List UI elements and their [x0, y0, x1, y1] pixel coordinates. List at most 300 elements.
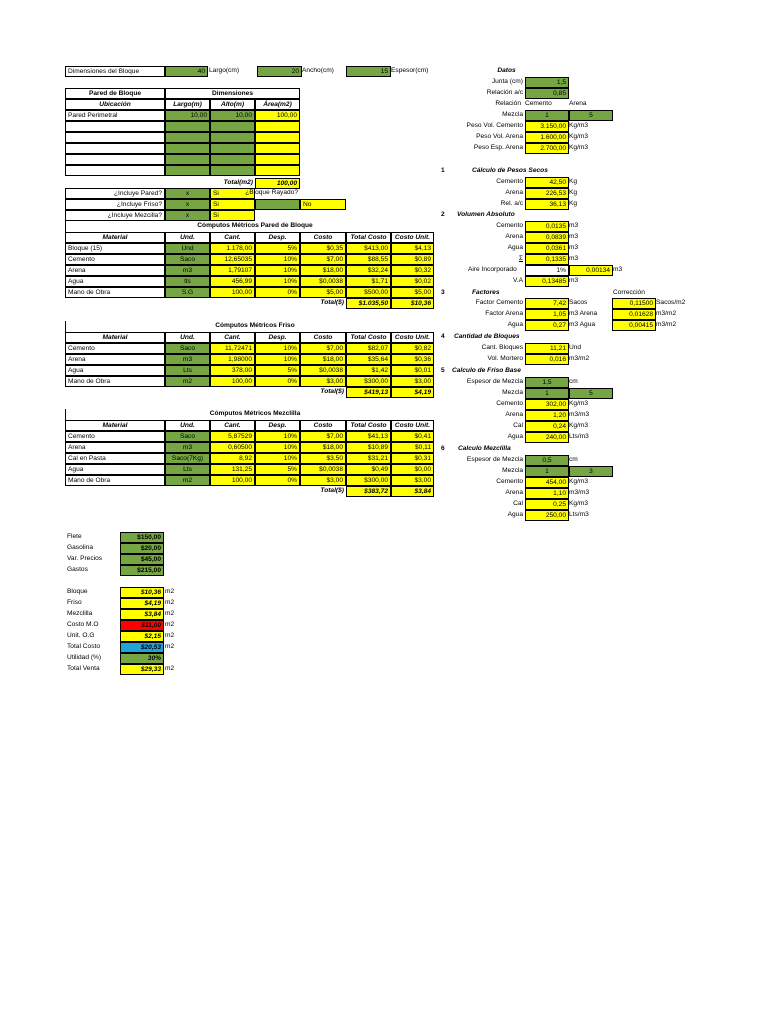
friso-table-cell-cantidad: 378,00	[210, 365, 255, 376]
pared-table-cell-unidad[interactable]: m3	[165, 265, 210, 276]
incluye-pared-label: ¿Incluye Pared?	[65, 188, 165, 199]
incluye-pared-x[interactable]: x	[165, 188, 210, 199]
friso-table-cell-desperdicio[interactable]: 10%	[255, 343, 300, 354]
friso-table-cell-cantidad: 100,00	[210, 376, 255, 387]
friso-table-header-cantidad: Cant.	[210, 332, 255, 343]
section-1-title: Cálculo de Pesos Secos	[472, 167, 548, 174]
dims-ancho[interactable]: 20	[257, 66, 302, 77]
pared-empty-largo[interactable]	[165, 154, 210, 165]
friso-table-cell-material[interactable]: Agua	[65, 365, 165, 376]
mezclilla-table-cell-costo-unit: $0,41	[391, 431, 434, 442]
resumen-unit: m2	[165, 588, 175, 595]
friso-table-total-value: $419,13	[346, 387, 391, 398]
friso-table-cell-cantidad: 1,98000	[210, 354, 255, 365]
pared-empty-alto[interactable]	[210, 121, 255, 132]
mezclilla-table-cell-unidad[interactable]: Saco(7Kg)	[165, 453, 210, 464]
pared-table-title: Cómputos Métricos Pared de Bloque	[197, 222, 313, 229]
pared-row-label[interactable]: Pared Perimetral	[65, 110, 165, 121]
s6-cal-value: 0,25	[525, 499, 569, 510]
friso-table-header-total-costo: Total Costo	[346, 332, 391, 343]
resumen-label: Costo M.O	[67, 621, 99, 628]
s2-arena-unit: m3	[569, 233, 579, 240]
s2-aire-unit: m3	[613, 266, 623, 273]
mezclilla-table-cell-material[interactable]: Mano de Obra	[65, 475, 165, 486]
pared-table-cell-costo-unit: $4,13	[391, 243, 434, 254]
relacion-arena-header: Arena	[569, 100, 587, 107]
pared-empty-area	[255, 143, 300, 154]
resumen-unit: m2	[165, 610, 175, 617]
s5-agua-unit: Lts/m3	[569, 433, 589, 440]
incluye-pared-value[interactable]: Si	[210, 188, 255, 199]
section-5-title: Calculo de Friso Base	[452, 367, 521, 374]
friso-table-cell-total-costo: $82,07	[346, 343, 391, 354]
mezclilla-table-cell-costo[interactable]: $3,00	[300, 475, 346, 486]
friso-table-cell-desperdicio[interactable]: 0%	[255, 376, 300, 387]
s3-fc-label: Factor Cemento	[475, 299, 523, 306]
table-border	[65, 221, 66, 232]
pe-arena-unit: Kg/m3	[569, 144, 589, 151]
s3-fc-correction: 0,11500	[612, 298, 656, 309]
mezclilla-table-header-costo: Costo	[300, 420, 346, 431]
friso-table-cell-costo[interactable]: $3,00	[300, 376, 346, 387]
section-1-number: 1	[441, 167, 445, 174]
friso-table-cell-desperdicio[interactable]: 10%	[255, 354, 300, 365]
pared-table-header-costo: Costo	[300, 232, 346, 243]
mezclilla-table-cell-material[interactable]: Agua	[65, 464, 165, 475]
friso-table-cell-costo-unit: $0,82	[391, 343, 434, 354]
incluye-friso-label: ¿Incluye Friso?	[65, 199, 165, 210]
pared-table-cell-total-costo: $88,55	[346, 254, 391, 265]
pared-table-cell-cantidad: 12,65035	[210, 254, 255, 265]
pared-table-cell-material[interactable]: Cemento	[65, 254, 165, 265]
relacion-ac-value[interactable]: 0,85	[525, 88, 569, 99]
mezclilla-table-title: Cómputos Métricos Mezclilla	[209, 410, 301, 417]
s5-mezcla-cemento[interactable]: 1	[525, 388, 569, 399]
pared-empty-label[interactable]	[65, 165, 165, 176]
mezclilla-table-cell-material[interactable]: Cemento	[65, 431, 165, 442]
friso-table-cell-cantidad: 11,72471	[210, 343, 255, 354]
mezclilla-table-total-unit: $3,84	[391, 486, 434, 497]
s5-espesor-value[interactable]: 1,5	[525, 377, 569, 388]
pe-arena-label: Peso Esp. Arena	[473, 144, 523, 151]
s1-cemento-label: Cemento	[496, 178, 523, 185]
s2-aire-value: 0,00134	[569, 265, 613, 276]
mezclilla-table-cell-costo-unit: $0,00	[391, 464, 434, 475]
pared-table-cell-material[interactable]: Agua	[65, 276, 165, 287]
resumen-value: $20,53	[120, 642, 164, 653]
friso-table-total-label: Total($)	[320, 388, 344, 395]
section-6-title: Calculo Mezclilla	[458, 445, 511, 452]
mezclilla-table-cell-total-costo: $300,00	[346, 475, 391, 486]
s2-arena-label: Arena	[505, 233, 523, 240]
mezclilla-table-cell-cantidad: 8,92	[210, 453, 255, 464]
gastos-value[interactable]: $45,00	[120, 554, 164, 565]
s5-cemento-label: Cemento	[496, 400, 523, 407]
s4-vm-label: Vol. Mortero	[487, 355, 523, 362]
s1-cemento-unit: Kg	[569, 178, 578, 185]
pared-empty-area	[255, 165, 300, 176]
pared-empty-largo[interactable]	[165, 132, 210, 143]
s6-agua-label: Agua	[507, 511, 523, 518]
pared-row-alto[interactable]: 10,00	[210, 110, 255, 121]
s3-fa-unit: m3 Arena	[569, 310, 598, 317]
pared-row-area: 100,00	[255, 110, 300, 121]
s2-cemento-label: Cemento	[496, 222, 523, 229]
pared-table-cell-desperdicio[interactable]: 10%	[255, 265, 300, 276]
pared-empty-area	[255, 121, 300, 132]
s2-cemento-value: 0,0135	[525, 221, 569, 232]
relacion-cemento-header: Cemento	[525, 100, 552, 107]
gastos-value[interactable]: $20,00	[120, 543, 164, 554]
mezclilla-table-cell-desperdicio[interactable]: 10%	[255, 431, 300, 442]
s1-rel-unit: Kg	[569, 200, 578, 207]
s2-arena-value: 0,0839	[525, 232, 569, 243]
pv-arena-value[interactable]: 1.600,00	[525, 132, 569, 143]
pared-table-cell-material[interactable]: Mano de Obra	[65, 287, 165, 298]
friso-table-cell-material[interactable]: Cemento	[65, 343, 165, 354]
mezclilla-table-cell-total-costo: $0,49	[346, 464, 391, 475]
resumen-label: Total Venta	[67, 665, 100, 672]
mezcla-cemento[interactable]: 1	[525, 110, 569, 121]
friso-table-title: Cómputos Métricos Friso	[215, 322, 295, 329]
s5-agua-label: Agua	[507, 433, 523, 440]
resumen-value: $10,36	[120, 587, 164, 598]
resumen-label: Total Costo	[67, 643, 100, 650]
friso-table-cell-desperdicio[interactable]: 5%	[255, 365, 300, 376]
pared-table-cell-costo[interactable]: $5,00	[300, 287, 346, 298]
section-5-number: 5	[441, 367, 445, 374]
pared-empty-area	[255, 154, 300, 165]
pared-table-header-unidad: Und.	[165, 232, 210, 243]
friso-table-cell-costo[interactable]: $18,00	[300, 354, 346, 365]
resumen-value: $2,15	[120, 631, 164, 642]
gastos-label: Var. Precios	[67, 555, 103, 562]
pared-table-cell-desperdicio[interactable]: 0%	[255, 287, 300, 298]
mezclilla-table-header-total-costo: Total Costo	[346, 420, 391, 431]
friso-table-header-unidad: Und.	[165, 332, 210, 343]
pared-empty-label[interactable]	[65, 121, 165, 132]
pared-table-cell-cantidad: 456,99	[210, 276, 255, 287]
mezclilla-table-cell-unidad[interactable]: Saco	[165, 431, 210, 442]
s5-arena-label: Arena	[505, 411, 523, 418]
bloque-rayado-value[interactable]: No	[300, 199, 346, 210]
friso-table-total-unit: $4,19	[391, 387, 434, 398]
s2-agua-label: Agua	[507, 244, 523, 251]
s4-vm-unit: m3/m2	[569, 355, 590, 362]
mezclilla-table-cell-costo-unit: $3,00	[391, 475, 434, 486]
table-border	[65, 409, 66, 420]
friso-table-header-costo-unit: Costo Unit.	[391, 332, 434, 343]
pared-total-label: Total(m2)	[223, 179, 253, 186]
friso-table-cell-costo-unit: $3,00	[391, 376, 434, 387]
resumen-unit: m2	[165, 665, 175, 672]
mezclilla-table-cell-unidad[interactable]: m2	[165, 475, 210, 486]
pared-table-cell-costo[interactable]: $0,0038	[300, 276, 346, 287]
dims-espesor-label: Espesor(cm)	[391, 67, 429, 74]
pared-area-header: Área(m2)	[255, 99, 300, 110]
pared-table-cell-unidad[interactable]: S.G	[165, 287, 210, 298]
friso-table-cell-material[interactable]: Mano de Obra	[65, 376, 165, 387]
pared-table-cell-desperdicio[interactable]: 5%	[255, 243, 300, 254]
s3-fc-correction-unit: Sacos/m2	[656, 299, 686, 306]
pared-table-cell-unidad[interactable]: lts	[165, 276, 210, 287]
resumen-label: Bloque	[67, 588, 88, 595]
pared-table-header-total-costo: Total Costo	[346, 232, 391, 243]
pared-table-header-desperdicio: Desp.	[255, 232, 300, 243]
s3-fc-unit: Sacos	[569, 299, 588, 306]
resumen-unit: m2	[165, 599, 175, 606]
friso-table-cell-costo-unit: $0,36	[391, 354, 434, 365]
mezclilla-table-cell-costo-unit: $0,11	[391, 442, 434, 453]
pv-cemento-unit: Kg/m3	[569, 122, 589, 129]
mezclilla-table-cell-desperdicio[interactable]: 10%	[255, 453, 300, 464]
resumen-unit: m2	[165, 621, 175, 628]
resumen-label: Unit. O.G	[67, 632, 95, 639]
mezclilla-table-cell-unidad[interactable]: m3	[165, 442, 210, 453]
mezclilla-table-cell-costo[interactable]: $0,0038	[300, 464, 346, 475]
s6-mezcla-cemento[interactable]: 1	[525, 466, 569, 477]
s6-cal-label: Cal	[513, 500, 523, 507]
friso-table-cell-total-costo: $1,42	[346, 365, 391, 376]
pared-table-total-value: $1.035,50	[346, 298, 391, 309]
resumen-value: $3,84	[120, 609, 164, 620]
mezclilla-table-header-cantidad: Cant.	[210, 420, 255, 431]
s5-agua-value: 240,00	[525, 432, 569, 443]
section-6-number: 6	[441, 445, 445, 452]
resumen-unit: m2	[165, 643, 175, 650]
s3-agua-label: Agua	[507, 321, 523, 328]
s5-arena-value: 1,20	[525, 410, 569, 421]
resumen-value[interactable]: 30%	[120, 653, 164, 664]
pared-table-cell-total-costo: $413,00	[346, 243, 391, 254]
s2-sum-value: 0,1335	[525, 254, 569, 265]
s1-rel-value: 36,13	[525, 199, 569, 210]
s4-cb-value: 11,21	[525, 343, 569, 354]
s5-mezcla-arena[interactable]: 5	[569, 388, 613, 399]
pared-alto-header: Alto(m)	[210, 99, 255, 110]
pared-table-cell-total-costo: $500,00	[346, 287, 391, 298]
mezclilla-table-total-value: $383,72	[346, 486, 391, 497]
s6-mezcla-arena[interactable]: 3	[569, 466, 613, 477]
junta-value[interactable]: 1,5	[525, 77, 569, 88]
pared-table-cell-costo[interactable]: $18,00	[300, 265, 346, 276]
pared-empty-area	[255, 132, 300, 143]
gastos-label: Gastos	[67, 566, 88, 573]
s2-aire-percent[interactable]: 1%	[525, 265, 569, 276]
pared-table-cell-material[interactable]: Arena	[65, 265, 165, 276]
incluye-mezcla-value[interactable]: Si	[210, 210, 255, 221]
s3-agua-correction: 0,00415	[612, 320, 656, 331]
s5-arena-unit: m3/m3	[569, 411, 590, 418]
s3-fa-value: 1,05	[525, 309, 569, 320]
pared-table-cell-total-costo: $32,24	[346, 265, 391, 276]
s6-cemento-unit: Kg/m3	[569, 478, 589, 485]
pared-table-header-costo-unit: Costo Unit.	[391, 232, 434, 243]
mezclilla-table-cell-costo[interactable]: $3,50	[300, 453, 346, 464]
mezclilla-table-header-desperdicio: Desp.	[255, 420, 300, 431]
pared-empty-largo[interactable]	[165, 121, 210, 132]
pared-table-header-cantidad: Cant.	[210, 232, 255, 243]
s1-arena-value: 226,53	[525, 188, 569, 199]
s2-va-value: 0,13485	[525, 276, 569, 287]
s2-va-unit: m3	[569, 277, 579, 284]
s5-espesor-unit: cm	[569, 378, 578, 385]
dims-largo-label: Largo(cm)	[209, 67, 240, 74]
gastos-label: Gasolina	[67, 544, 94, 551]
junta-label: Junta (cm)	[491, 78, 523, 85]
s5-cal-unit: Kg/m3	[569, 422, 589, 429]
pared-table-cell-costo[interactable]: $0,35	[300, 243, 346, 254]
friso-table-header-costo: Costo	[300, 332, 346, 343]
gastos-value[interactable]: $150,00	[120, 532, 164, 543]
friso-table-cell-unidad[interactable]: m2	[165, 376, 210, 387]
incluye-friso-value[interactable]: Si	[210, 199, 255, 210]
mezclilla-table-cell-desperdicio[interactable]: 5%	[255, 464, 300, 475]
pared-empty-largo[interactable]	[165, 143, 210, 154]
dims-largo[interactable]: 40	[165, 66, 208, 77]
pv-arena-unit: Kg/m3	[569, 133, 589, 140]
friso-table-cell-costo-unit: $0,01	[391, 365, 434, 376]
pared-table-cell-costo-unit: $0,32	[391, 265, 434, 276]
mezcla-label: Mezcla	[502, 111, 523, 118]
pared-row-largo[interactable]: 10,00	[165, 110, 210, 121]
resumen-label: Utilidad (%)	[67, 654, 102, 661]
table-border	[65, 321, 66, 332]
s5-cal-label: Cal	[513, 422, 523, 429]
mezclilla-table-header-costo-unit: Costo Unit.	[391, 420, 434, 431]
incluye-mezcla-x[interactable]: x	[165, 210, 210, 221]
pared-table-total-label: Total($)	[320, 299, 344, 306]
s4-cb-unit: Und	[569, 344, 582, 351]
mezclilla-table-cell-material[interactable]: Arena	[65, 442, 165, 453]
s2-agua-unit: m3	[569, 244, 579, 251]
mezclilla-table-cell-cantidad: 100,00	[210, 475, 255, 486]
dims-ancho-label: Ancho(cm)	[302, 67, 334, 74]
mezclilla-table-header-material: Material	[65, 420, 165, 431]
pared-empty-label[interactable]	[65, 132, 165, 143]
section-4-title: Cantidad de Bloques	[454, 333, 520, 340]
pared-table-cell-costo-unit: $5,00	[391, 287, 434, 298]
mezclilla-table-cell-material[interactable]: Cal en Pasta	[65, 453, 165, 464]
s3-agua-correction-unit: m3/m2	[656, 321, 677, 328]
pared-table-cell-unidad[interactable]: Saco	[165, 254, 210, 265]
friso-table-cell-total-costo: $35,64	[346, 354, 391, 365]
pared-largo-header: Largo(m)	[165, 99, 210, 110]
s5-cemento-unit: Kg/m3	[569, 400, 589, 407]
section-3-number: 3	[441, 289, 445, 296]
s1-arena-unit: Kg	[569, 189, 578, 196]
mezcla-arena[interactable]: 5	[569, 110, 613, 121]
pv-arena-label: Peso Vol. Arena	[476, 133, 523, 140]
s6-arena-label: Arena	[505, 489, 523, 496]
mezclilla-table-cell-costo[interactable]: $7,00	[300, 431, 346, 442]
s1-cemento-value: 42,50	[525, 177, 569, 188]
resumen-label: Friso	[67, 599, 82, 606]
pared-empty-alto[interactable]	[210, 132, 255, 143]
mezclilla-table-cell-cantidad: 5,87529	[210, 431, 255, 442]
mezclilla-table-cell-cantidad: 131,25	[210, 464, 255, 475]
s1-rel-label: Rel. a/c	[500, 200, 523, 207]
s2-va-label: V.A	[512, 277, 523, 284]
mezclilla-table-cell-total-costo: $10,89	[346, 442, 391, 453]
friso-table-cell-unidad[interactable]: Saco	[165, 343, 210, 354]
pared-table-cell-unidad[interactable]: Und	[165, 243, 210, 254]
pared-table-cell-costo-unit: $0,02	[391, 276, 434, 287]
pv-cemento-value[interactable]: 3.150,00	[525, 121, 569, 132]
s2-sum-unit: m3	[569, 255, 579, 262]
mezclilla-table-cell-desperdicio[interactable]: 10%	[255, 442, 300, 453]
pared-table-cell-desperdicio[interactable]: 10%	[255, 276, 300, 287]
pared-empty-alto[interactable]	[210, 143, 255, 154]
s3-fa-correction-unit: m3/m2	[656, 310, 677, 317]
gastos-label: Flete	[67, 533, 82, 540]
pared-empty-label[interactable]	[65, 154, 165, 165]
pe-arena-value[interactable]: 2.700,00	[525, 143, 569, 154]
section-3-title: Factores	[472, 289, 500, 296]
resumen-label: Mezclilla	[67, 610, 93, 617]
s6-espesor-value[interactable]: 0,5	[525, 455, 569, 466]
pared-table-cell-cantidad: 1,79107	[210, 265, 255, 276]
resumen-value: $29,33	[120, 664, 164, 675]
s5-cemento-value: 302,00	[525, 399, 569, 410]
s6-espesor-label: Espesor de Mezcla	[466, 456, 523, 463]
mezclilla-table-cell-desperdicio[interactable]: 0%	[255, 475, 300, 486]
pared-dims-header: Dimensiones	[165, 88, 300, 99]
bloque-rayado-x[interactable]	[255, 199, 300, 210]
pared-table-header-material: Material	[65, 232, 165, 243]
pared-table-cell-material[interactable]: Bloque (15)	[65, 243, 165, 254]
incluye-friso-x[interactable]: x	[165, 199, 210, 210]
s6-cal-unit: Kg/m3	[569, 500, 589, 507]
dims-espesor[interactable]: 15	[346, 66, 391, 77]
section-4-number: 4	[441, 333, 445, 340]
friso-table-cell-material[interactable]: Arena	[65, 354, 165, 365]
mezclilla-table-cell-costo[interactable]: $18,00	[300, 442, 346, 453]
s2-cemento-unit: m3	[569, 222, 579, 229]
s2-sum-label: Σ	[518, 255, 523, 262]
resumen-value: $4,19	[120, 598, 164, 609]
friso-table-cell-costo[interactable]: $0,0038	[300, 365, 346, 376]
mezclilla-table-cell-unidad[interactable]: Lts	[165, 464, 210, 475]
friso-table-cell-costo[interactable]: $7,00	[300, 343, 346, 354]
friso-table-cell-unidad[interactable]: m3	[165, 354, 210, 365]
pared-empty-largo[interactable]	[165, 165, 210, 176]
pared-table-cell-cantidad: 100,00	[210, 287, 255, 298]
friso-table-cell-unidad[interactable]: Lts	[165, 365, 210, 376]
pared-empty-alto[interactable]	[210, 165, 255, 176]
s6-agua-value: 250,00	[525, 510, 569, 521]
s5-espesor-label: Espesor de Mezcla	[466, 378, 523, 385]
pared-table-cell-desperdicio[interactable]: 10%	[255, 254, 300, 265]
pared-table-cell-costo[interactable]: $7,00	[300, 254, 346, 265]
resumen-value: $11,00	[120, 620, 164, 631]
pared-total-value: 100,00	[255, 178, 300, 189]
s2-aire-label: Aire Incorporado	[468, 266, 517, 273]
dims-label: Dimensiones del Bloque	[65, 66, 165, 77]
mezclilla-table-cell-total-costo: $41,13	[346, 431, 391, 442]
mezclilla-table-cell-cantidad: 0,60500	[210, 442, 255, 453]
pared-ubicacion-header: Ubicación	[65, 99, 165, 110]
s3-fa-label: Factor Arena	[485, 310, 523, 317]
datos-title: Datos	[497, 67, 516, 74]
pared-empty-label[interactable]	[65, 143, 165, 154]
pared-table-cell-cantidad: 1.178,00	[210, 243, 255, 254]
section-2-title: Volumen Absoluto	[457, 211, 515, 218]
s4-vm-value: 0,016	[525, 354, 569, 365]
pared-empty-alto[interactable]	[210, 154, 255, 165]
friso-table-cell-total-costo: $300,00	[346, 376, 391, 387]
gastos-value: $215,00	[120, 565, 164, 576]
